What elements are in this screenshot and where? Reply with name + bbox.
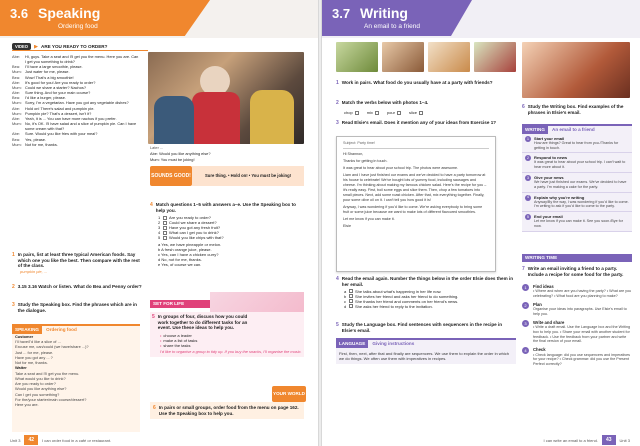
right-page [322, 0, 640, 446]
exercise-4-items [344, 289, 516, 309]
question-text: Have you got any fresh fruit? [169, 225, 221, 231]
writing-time-steps [522, 284, 632, 370]
step-number: 4 [525, 195, 531, 201]
step-text: Let me know if you can make it. See you soon./Bye for now. [534, 219, 623, 229]
speaker: Mum: [12, 100, 22, 106]
exercise-1: 1 In pairs, list at least three typical American foods. Say which one you like the best. Then compare with the rest of the class. pumpkin pie, ... [12, 252, 142, 274]
answer-item: b A fresh orange juice, please. [158, 247, 212, 253]
email-body [343, 152, 489, 229]
video-rule [12, 50, 148, 51]
answer-box [349, 294, 353, 298]
step-number: 5 [525, 214, 531, 220]
step-heading: Give your news [534, 174, 564, 180]
exercise-3-text: Study the Speaking box. Find the phrases which are in the dialogue. [17, 302, 137, 313]
line-text: Yeah, it is ... You can have more nachos if you prefer. [25, 115, 117, 121]
speaker: Mum: [12, 141, 22, 147]
line-text: Hi, guys. Take a seat and I'll get you the menu. Here you are. Can I get you something to drink? [25, 54, 139, 65]
line-text: Not for me, thanks. [25, 141, 58, 147]
email-paragraph: Elsie [343, 223, 351, 228]
line-text: Just water for me, please. [25, 69, 70, 75]
footer-page-number: 42 [24, 435, 38, 445]
step-heading: Check [533, 347, 546, 353]
item-letter: a [344, 289, 347, 295]
dialogue-line [12, 54, 140, 64]
answer-item: d No, not for me, thanks. [158, 257, 202, 263]
dialogue [12, 54, 140, 147]
answer-item: a Yes, we have pineapple or melon. [158, 242, 222, 248]
play-icon [34, 45, 38, 49]
unit-number: 3.7 [332, 6, 351, 21]
writing-box-subtitle: An email to a friend [552, 127, 595, 132]
left-page [0, 0, 318, 446]
step-heading: Start your email [534, 135, 565, 141]
exercise-1: 1 Work in pairs. What food do you usually have at a party with friends? [336, 80, 493, 86]
line-text: Wow! That's a big smoothie! [25, 74, 74, 80]
email-paragraph: Anyway, I was wondering if you'd like to come. We're asking everybody to bring some fruit or some juice because we want to make lots of different flavoured smoothies. [343, 204, 483, 214]
line-text: It's good for you! Are you ready to order? [25, 79, 96, 85]
order-item [344, 304, 516, 309]
bullet-icon: • [160, 333, 162, 339]
step-content [533, 347, 632, 367]
photo-2 [382, 42, 424, 72]
footer-unit: Unit 3 [10, 437, 21, 443]
question-text: Would you like chips with that? [169, 235, 224, 241]
unit-subtitle: An email to a friend [364, 23, 421, 30]
answer-box [375, 111, 379, 115]
bullet-icon: • [160, 343, 162, 349]
exercise-1-example: pumpkin pie, ... [20, 269, 48, 275]
line-text: No, it's OK. I'll have salad and a slice of pumpkin pie. Can I have some cream with that? [25, 121, 137, 132]
step-number: 1 [522, 284, 529, 291]
caption-later: Later ... [150, 145, 164, 150]
video-title: ARE YOU READY TO ORDER? [41, 43, 108, 49]
step-content [533, 320, 632, 345]
verb: pour [386, 110, 395, 115]
phrase: I'll have/I'd like a slice of ... [15, 339, 61, 344]
order-text: She asks her friend to reply to the invitation. [355, 304, 433, 310]
video-still-photo [148, 52, 304, 144]
phrase: Excuse me, can/could (we have/share ...)? [15, 344, 89, 350]
exercise-4-questions [158, 215, 304, 240]
step-text: • Check language: did you use sequencers and imperatives for your recipe? • Check grammar: did you use the Present Perfect correctly? [533, 352, 631, 367]
speaker: Mum: [12, 84, 22, 90]
answer-box [163, 216, 167, 220]
language-box-body: First, then, next, after that and finally are sequencers. We use them to explain the order in which we do things. We often use them with imperatives in recipes. [339, 350, 510, 361]
line-text: I'd like a burger, please. [25, 95, 66, 101]
step-heading: Explain why you're writing [534, 194, 585, 200]
item-letter: d [344, 304, 347, 310]
unit-title: Writing [360, 5, 408, 21]
answer-item: c Yes, can I have a chicken curry? [158, 252, 219, 258]
line-text: Sorry, I'm a vegetarian. Have you got any vegetable dishes? [25, 100, 129, 106]
speaker: Abe: [12, 90, 21, 96]
customer-figure-2 [250, 90, 294, 144]
footer-can-do: I can write an email to a friend. [543, 437, 598, 443]
step-number: 1 [525, 136, 531, 142]
exercise-5: 5 Study the Language box. Find sentences with sequencers in the recipe in Elsie's email. [336, 322, 516, 333]
speaker: Abe: [12, 79, 21, 85]
phrase: Just ... for me, please. [15, 349, 54, 355]
phrase: Have you got any ... ? [15, 354, 53, 360]
exercise-2-text: Match the verbs below with photos 1–4. [341, 100, 429, 105]
step-content [534, 175, 629, 190]
exercise-4-answers [158, 242, 304, 267]
line-text: Yes, please. [25, 136, 47, 142]
exercise-5-note: I'd like to organise a group to tidy up. If you buy the snacks, I'll organise the music. [160, 349, 302, 355]
step-number: 4 [522, 347, 529, 354]
phrase: What would you like to drink? [15, 375, 66, 381]
video-pill: VIDEO [12, 43, 31, 50]
idea-item [160, 343, 302, 348]
speaker: Abe: [12, 54, 21, 59]
step-number: 3 [522, 320, 529, 327]
item-letter: b [344, 294, 347, 300]
answer-box [163, 221, 167, 225]
language-box-title: LANGUAGE [336, 340, 368, 348]
set-for-life-label: SET FOR LIFE [150, 300, 210, 308]
left-footer [0, 434, 318, 446]
unit-number: 3.6 [10, 6, 29, 21]
language-box-subtitle: Giving instructions [372, 341, 415, 346]
email-paragraph: It was great to hear about your school trip. The photos were awesome. [343, 165, 459, 170]
verb: mix [366, 110, 373, 115]
right-header [322, 0, 640, 38]
speaking-box-subtitle: Ordering food [46, 327, 77, 332]
order-text: She thanks her friend and comments on her friend's news. [355, 299, 459, 305]
step-content [534, 155, 629, 170]
writing-box [522, 124, 632, 232]
language-box [336, 338, 516, 364]
verb-item [367, 110, 381, 115]
speaker: Bea: [12, 95, 21, 101]
answer-box [349, 299, 353, 303]
exercise-6: 6 In pairs or small groups, order food from the menu on page 162. Use the Speaking box to help you. [150, 402, 304, 419]
step-content [534, 214, 629, 229]
answer-box [163, 226, 167, 230]
step-heading: Find ideas [533, 284, 554, 289]
order-text: She talks about what's happening in her life now. [355, 289, 442, 295]
verb: chop [344, 110, 353, 115]
answer-box [397, 111, 401, 115]
email-paragraph: Liam and I have just finished our exams and we've decided to have a party tomorrow at his house to celebrate! We've bought lots of yummy food, including sausages and cheese. I'm thinking about making my famous chicken salad. Here's the recipe for you – it's really easy. First, boil some eggs and slice them. Then, chop a few tomatoes into small pieces. Next, add some roast chicken. After that, mix everything together. Finally, pour some olive oil on it. I can't tell you how good it is! [343, 172, 487, 202]
exercise-1-text: In pairs, list at least three typical American foods. Say which one you like the best. Then compare with the rest of the class. [17, 252, 140, 269]
email-subject: Subject: Party time! [343, 141, 489, 149]
phrase: For the/your starter/main course/dessert? [15, 396, 87, 402]
line-text: Hold on! There's salad and pumpkin pie. [25, 105, 95, 111]
step-text: • Where and when are you having the party? • What are you celebrating? • What food are you planning to make? [533, 289, 632, 299]
idea-text: choose a leader [163, 333, 192, 339]
exercise-4-text: Read the email again. Number the things below in the order Elsie does them in her email. [341, 276, 514, 287]
speaker: Bea: [12, 74, 21, 80]
speaking-waiter-list [12, 371, 140, 408]
speaker: Abe: [12, 131, 21, 137]
verb-item [409, 110, 425, 115]
question-text: Could we share a dessert? [169, 220, 217, 226]
step-text: How are things? Great to hear from you./Thanks for getting in touch. [534, 140, 619, 150]
question-number: 2 [158, 220, 161, 226]
phrase: Would you like anything else? [15, 386, 67, 392]
step-number: 3 [525, 175, 531, 181]
exercise-2-words [344, 110, 425, 115]
photo-3 [428, 42, 470, 72]
writing-time-step [522, 320, 632, 345]
speaker: Mum: [12, 121, 22, 127]
line-text: Sure thing. And for your main course? [25, 90, 91, 96]
step-heading: Respond to news [534, 155, 568, 161]
phrase: Can I get you something? [15, 391, 60, 397]
step-text: It was great to hear about your school trip. I can't wait to hear more about it. [534, 160, 626, 170]
caption-abe: Abe: Would you like anything else? [150, 151, 211, 156]
email-paragraph: Thanks for getting in touch. [343, 158, 388, 163]
writing-time-step [522, 284, 632, 299]
unit-tab-left [0, 0, 210, 36]
step-content [533, 302, 632, 317]
exercise-6: 6 Study the Writing box. Find examples of the phrases in Elsie's email. [522, 104, 632, 115]
phrase: Here you are. [15, 402, 39, 408]
writing-step [522, 173, 632, 193]
footer-can-do: I can order food in a café or restaurant. [42, 437, 112, 443]
dialogue-line [12, 121, 140, 131]
your-world-label: YOUR WORLD [272, 386, 306, 402]
question-number: 4 [158, 230, 161, 236]
speaker: Bea: [12, 64, 21, 70]
answer-box [349, 289, 353, 293]
question-text: Are you ready to order? [169, 215, 212, 221]
speaking-customer-list [12, 339, 140, 365]
item-letter: c [344, 299, 346, 305]
line-text: Pumpkin pie? That's a dessert, isn't it? [25, 110, 92, 116]
step-heading: Plan [533, 301, 542, 307]
unit-subtitle: Ordering food [58, 23, 98, 30]
phrase: Are you ready to order? [15, 381, 56, 387]
idea-text: make a list of tasks [163, 338, 198, 344]
step-heading: End your email [534, 214, 563, 220]
question-number: 3 [158, 225, 161, 231]
exercise-5: 5 In groups of four, discuss how you could work together to do different tasks for an event. Use these ideas to help you. • choose a leader • make a list of tasks • share the tasks I'd like to organise a group to tidy up. If you buy the snacks, I'll organise the music. [150, 312, 304, 357]
question-text: What can I get you to drink? [169, 230, 219, 236]
sounds-good-box [150, 166, 304, 186]
order-text: She invites her friend and asks her friend to do something. [355, 294, 459, 300]
chicken-salad-photo [522, 42, 630, 98]
right-footer [322, 434, 640, 446]
writing-step [522, 212, 632, 232]
exercise-6-text: In pairs or small groups, order food from the menu on page 162. Use the Speaking box to help you. [158, 405, 299, 416]
phrase: Not for me, thanks. [15, 360, 48, 366]
exercise-5-text: In groups of four, discuss how you could work together to do different tasks for an event. Use these ideas to help you. [157, 314, 248, 331]
email-paragraph: Let me know if you can make it. [343, 216, 395, 221]
exercise-4-text: Match questions 1–5 with answers a–e. Use the Speaking box to help you. [155, 202, 296, 213]
writing-box-steps [522, 134, 632, 232]
exercise-1-text: Work in pairs. What food do you usually have at a party with friends? [341, 80, 493, 85]
sounds-good-label: SOUNDS GOOD! [150, 166, 192, 186]
exercise-7-text: Write an email inviting a friend to a party. Include a recipe for some food for the party. [527, 266, 624, 277]
exercise-5-text: Study the Language box. Find sentences with sequencers in the recipe in Elsie's email. [341, 322, 503, 333]
speaking-customer-heading: Customer [15, 333, 34, 339]
step-text: Anyway/By the way, I was wondering if you'd like to come. I'm writing to ask if you'd like to come to the party. [534, 199, 629, 209]
exercise-4: 4 Read the email again. Number the things below in the order Elsie does them in her email. a She talks about what's happening in her life now. b She invites her friend and asks her friend to do something. c She thanks her friend and comments on her friend's news. d She asks her friend to reply to the invitation. [336, 276, 516, 309]
answer-box [163, 236, 167, 240]
step-number: 2 [522, 302, 529, 309]
answer-item: e Yes, of course we can. [158, 262, 202, 268]
verb-item [344, 110, 361, 115]
customer-figure [154, 96, 194, 144]
photo-1 [336, 42, 378, 72]
writing-step [522, 153, 632, 173]
footer-page-number: 43 [602, 435, 616, 445]
question-item [158, 235, 304, 240]
step-heading: Write and share [533, 319, 565, 325]
step-content [533, 284, 632, 299]
question-number: 5 [158, 235, 161, 241]
exercise-2: 2 3.15 3.16 Watch or listen. What do Bea and Penny order? [12, 284, 142, 290]
writing-time-label: WRITING TIME [522, 254, 632, 262]
speaker: Abe: [12, 115, 21, 121]
question-number: 1 [158, 215, 161, 221]
exercise-2: 2 Match the verbs below with photos 1–4. [336, 100, 429, 106]
exercise-3: 3 Study the Speaking box. Find the phrases which are in the dialogue. [12, 302, 142, 313]
speaker: Mum: [12, 110, 22, 116]
answer-box [163, 231, 167, 235]
writing-box-title: WRITING [522, 126, 548, 134]
exercise-6-text: Study the Writing box. Find examples of the phrases in Elsie's email. [527, 104, 624, 115]
exercise-5-items [160, 333, 302, 348]
dialogue-line [12, 142, 140, 147]
verb-item [387, 110, 403, 115]
step-text: • Write a draft email. Use the Language box and the Writing box to help you. • Share your email with another student for feedback. • Use the feedback from your partner and write the final version of your email. [533, 325, 631, 344]
exercise-7: 7 Write an email inviting a friend to a party. Include a recipe for some food for the party. [522, 266, 632, 277]
left-header [0, 0, 318, 38]
waiter-shirt [192, 92, 240, 144]
exercise-4: 4 Match questions 1–5 with answers a–e. Use the Speaking box to help you. 1 Are you ready to order? 2 Could we share a dessert? 3 Have you got any fresh fruit? 4 What can I get you to drink? 5 Would you like chips with that? a Yes, we have pineapple or melon. b A fresh orange juice, please. c Yes, can I have a chicken curry? d No, not for me, thanks. e Yes, of course we can. [150, 202, 304, 267]
footer-unit: Unit 3 [619, 437, 630, 443]
writing-step [522, 134, 632, 154]
writing-step [522, 193, 632, 213]
exercise-2-text: 3.15 3.16 Watch or listen. What do Bea and Penny order? [17, 284, 142, 289]
speaking-box [12, 324, 140, 432]
email-card [336, 136, 496, 272]
writing-time-step [522, 347, 632, 367]
photo-4 [474, 42, 516, 72]
speaking-waiter-heading: Waiter [15, 365, 27, 371]
sounds-good-phrases: Sure thing. • Hold on! • You must be joking! [192, 166, 304, 186]
phrase: Take a seat and I'll get you the menu. [15, 370, 80, 376]
writing-time-step [522, 302, 632, 317]
caption-mum: Mum: You must be joking! [150, 157, 195, 162]
idea-text: share the tasks [163, 343, 191, 349]
unit-title: Speaking [38, 5, 101, 21]
exercise-3: 3 Read Elsie's email. Does it mention any of your ideas from Exercise 1? [336, 120, 497, 126]
speaker: Abe: [12, 105, 21, 111]
step-content [534, 195, 629, 210]
step-number: 2 [525, 155, 531, 161]
verb: slice [408, 110, 417, 115]
bullet-icon: • [160, 338, 162, 344]
step-text: Organise your ideas into paragraphs. Use Elsie's email to help you. [533, 307, 627, 316]
answer-box [355, 111, 359, 115]
step-text: We have just finished our exams. We've decided to have a party. I'm making a cake for the party. [534, 179, 627, 189]
speaker: Mum: [12, 69, 22, 75]
exercise-3-text: Read Elsie's email. Does it mention any of your ideas from Exercise 1? [341, 120, 497, 125]
line-text: Sure. Would you like fries with your meal? [25, 131, 98, 137]
line-text: I'll have a large smoothie, please. [25, 64, 83, 70]
speaking-box-title: SPEAKING [12, 326, 42, 334]
answer-box [419, 111, 423, 115]
speaker: Bea: [12, 136, 21, 142]
line-text: Could we share a starter? Nachos? [25, 84, 86, 90]
answer-box [349, 304, 353, 308]
email-paragraph: Hi Shannon, [343, 151, 364, 156]
step-content [534, 136, 629, 151]
